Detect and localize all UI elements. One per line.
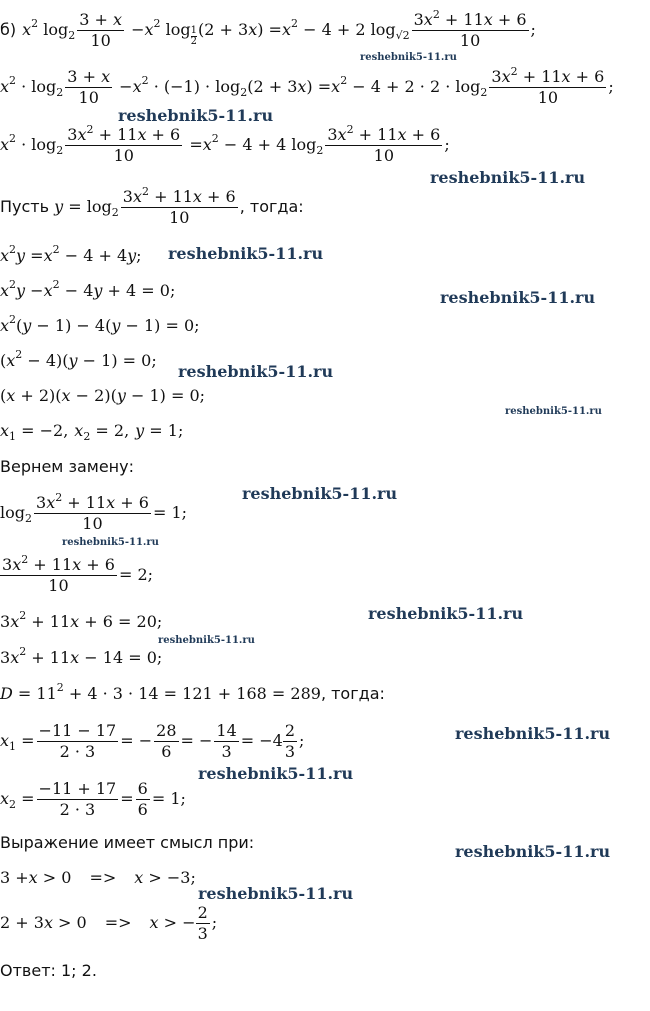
watermark: reshebnik5-11.ru bbox=[178, 362, 334, 381]
equation-line-2: x 2 · log 2 $\frac{3 + x}{10}$ − x 2 · (−1) · log 2 (2 + 3 x ) = x 2 − 4 + 2 · 2 · log 2 $\frac{3x^2 + 11x + 6}{10}$ ; bbox=[0, 64, 614, 107]
substitution-intro: Пусть bbox=[0, 197, 50, 216]
equation-line-1: б) x 2 log 2 $\frac{3 + x}{10}$ − x 2 log 1 2 (2 + 3 x ) = x 2 − 4 + 2 log √2 $\frac{3x^2 + 11x + 6}{10}$ ; bbox=[0, 7, 536, 50]
fraction: $\frac{3 + x}{10}$ bbox=[79, 9, 123, 50]
equation-line-9: ( x + 2)( x − 2)( y − 1) = 0; bbox=[0, 386, 206, 405]
root-x2-line: x 2 = $\frac{-11 + 17}{2 \cdot 3}$ = $\frac{6}{6}$ = 1; bbox=[0, 778, 186, 819]
fraction: $\frac{2}{3}$ bbox=[197, 902, 208, 943]
watermark: reshebnik5-11.ru bbox=[455, 842, 611, 861]
equation-line-8: ( x 2 − 4)( y − 1) = 0; bbox=[0, 347, 157, 370]
multiply-dot: · bbox=[21, 77, 27, 96]
substitution-tail: , тогда: bbox=[239, 197, 304, 216]
fraction: $\frac{3x^2 + 11x + 6}{10}$ bbox=[122, 184, 236, 227]
watermark: reshebnik5-11.ru bbox=[198, 764, 354, 783]
fraction: $\frac{3x^2 + 11x + 6}{10}$ bbox=[413, 7, 527, 50]
watermark: reshebnik5-11.ru bbox=[430, 168, 586, 187]
fraction: $\frac{-11 + 17}{2 \cdot 3}$ bbox=[38, 778, 117, 819]
fraction: $\frac{28}{6}$ bbox=[156, 720, 177, 761]
equation-line-3: x 2 · log 2 $\frac{3x^2 + 11x + 6}{10}$ = x 2 − 4 + 4 log 2 $\frac{3x^2 + 11x + 6}{10}$ ; bbox=[0, 122, 450, 165]
fraction: $\frac{2}{3}$ bbox=[284, 720, 296, 761]
watermark: reshebnik5-11.ru bbox=[455, 724, 611, 743]
roots-line: x 1 = −2, x 2 = 2, y = 1; bbox=[0, 421, 184, 443]
fraction: $\frac{6}{6}$ bbox=[137, 778, 148, 819]
root-x1-line: x 1 = $\frac{-11 - 17}{2 \cdot 3}$ = − $\frac{28}{6}$ = − $\frac{14}{3}$ = −4 $\frac{2}{3}$ ; bbox=[0, 720, 305, 761]
item-label: б) bbox=[0, 20, 17, 39]
watermark: reshebnik5-11.ru bbox=[440, 288, 596, 307]
log-base-half: 1 2 bbox=[190, 24, 197, 47]
watermark: reshebnik5-11.ru bbox=[368, 604, 524, 623]
equation-line-5: x 2 y = x 2 − 4 + 4 y ; bbox=[0, 242, 142, 265]
equation-line-7: x 2 ( y − 1) − 4( y − 1) = 0; bbox=[0, 312, 200, 335]
equation-line-15: 3 x 2 + 11 x − 14 = 0; bbox=[0, 644, 163, 667]
discriminant-line: D = 11 2 + 4 · 3 · 14 = 121 + 168 = 289 , тогда: bbox=[0, 680, 385, 703]
watermark: reshebnik5-11.ru bbox=[118, 106, 274, 125]
watermark: reshebnik5-11.ru bbox=[505, 406, 602, 417]
back-substitution-heading: Вернем замену: bbox=[0, 457, 134, 476]
substitution-line: Пусть y = log 2 $\frac{3x^2 + 11x + 6}{10}$ , тогда: bbox=[0, 184, 304, 227]
fraction: $\frac{3x^2 + 11x + 6}{10}$ bbox=[327, 122, 441, 165]
watermark: reshebnik5-11.ru bbox=[62, 537, 159, 548]
equation-line-14: 3 x 2 + 11 x + 6 = 20; bbox=[0, 608, 163, 631]
watermark: reshebnik5-11.ru bbox=[168, 244, 324, 263]
watermark: reshebnik5-11.ru bbox=[198, 884, 354, 903]
fraction: $\frac{3x^2 + 11x + 6}{10}$ bbox=[2, 552, 115, 595]
answer-line: Ответ: 1; 2. bbox=[0, 961, 97, 980]
fraction: $\frac{3 + x}{10}$ bbox=[67, 66, 111, 107]
domain-heading: Выражение имеет смысл при: bbox=[0, 833, 255, 852]
fraction: $\frac{-11 - 17}{2 \cdot 3}$ bbox=[38, 720, 117, 761]
fraction: $\frac{14}{3}$ bbox=[216, 720, 237, 761]
fraction: $\frac{3x^2 + 11x + 6}{10}$ bbox=[36, 490, 149, 533]
watermark: reshebnik5-11.ru bbox=[360, 52, 457, 63]
watermark: reshebnik5-11.ru bbox=[158, 635, 255, 646]
domain-condition-1: 3 + x > 0 => x > −3; bbox=[0, 868, 196, 887]
equation-line-6: x 2 y − x 2 − 4 y + 4 = 0; bbox=[0, 277, 176, 300]
fraction: $\frac{3x^2 + 11x + 6}{10}$ bbox=[67, 122, 181, 165]
domain-condition-2: 2 + 3 x > 0 => x > − $\frac{2}{3}$ ; bbox=[0, 902, 218, 943]
watermark: reshebnik5-11.ru bbox=[242, 484, 398, 503]
fraction: $\frac{3x^2 + 11x + 6}{10}$ bbox=[491, 64, 605, 107]
discriminant-tail: , тогда: bbox=[320, 684, 385, 703]
equation-line-12: log 2 $\frac{3x^2 + 11x + 6}{10}$ = 1; bbox=[0, 490, 188, 533]
equation-line-13: $\frac{3x^2 + 11x + 6}{10}$ = 2; bbox=[2, 552, 154, 595]
